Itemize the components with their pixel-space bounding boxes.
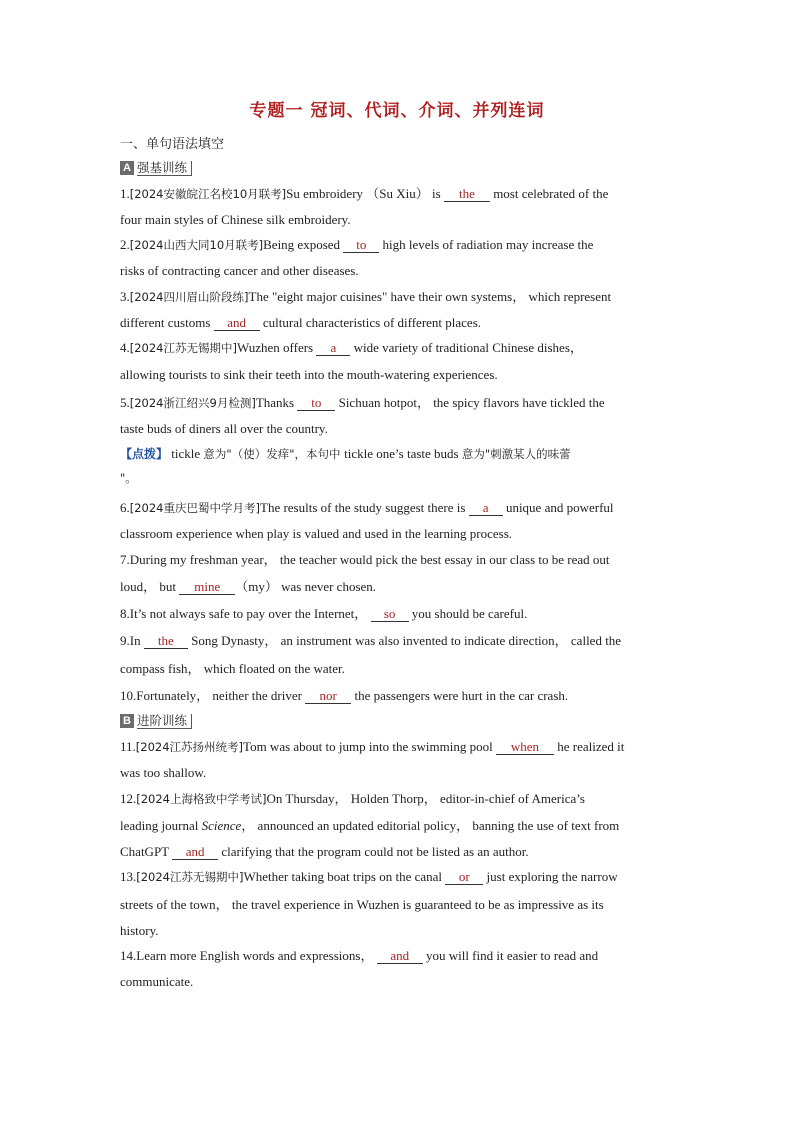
question-number: 5. bbox=[120, 395, 130, 410]
question-source: [2024安徽皖江名校10月联考] bbox=[129, 187, 287, 201]
answer-blank: nor bbox=[305, 689, 351, 704]
question-text: （my） was never chosen. bbox=[235, 579, 377, 594]
question-text: cultural characteristics of different places. bbox=[259, 315, 482, 330]
question-14-line-1 bbox=[120, 948, 680, 964]
question-number: 1. bbox=[120, 186, 130, 201]
question-number: 4. bbox=[120, 340, 130, 355]
question-7-line-1: 7.During my freshman year， the teacher would pick the best essay in our class to be read out bbox=[120, 552, 610, 567]
question-text: Song Dynasty， an instrument was also invented to indicate direction， called the bbox=[187, 633, 622, 648]
question-text: you should be careful. bbox=[408, 606, 528, 621]
answer-blank: and bbox=[214, 316, 260, 331]
question-13-line-3: history. bbox=[120, 923, 159, 938]
question-9-line-1 bbox=[120, 633, 680, 649]
question-text: different customs bbox=[120, 315, 214, 330]
question-text: he realized it bbox=[553, 739, 625, 754]
question-number: 12. bbox=[120, 791, 137, 806]
question-text: loud， but bbox=[120, 579, 180, 594]
question-2-line-1 bbox=[120, 237, 680, 253]
question-text: ChatGPT bbox=[120, 844, 173, 859]
question-text: the passengers were hurt in the car crash. bbox=[351, 688, 569, 703]
tip-text: 意为"刺激某人的味蕾 bbox=[461, 447, 571, 461]
question-6-line-1 bbox=[120, 500, 680, 516]
question-text: 9.In bbox=[120, 633, 144, 648]
question-13-line-2: streets of the town， the travel experience in Wuzhen is guaranteed to be as impressive as its bbox=[120, 897, 604, 912]
answer-blank: when bbox=[496, 740, 554, 755]
question-source: [2024上海格致中学考试] bbox=[136, 792, 267, 806]
question-text: 14.Learn more English words and expressions， bbox=[120, 948, 377, 963]
question-source: [2024浙江绍兴9月检测] bbox=[129, 396, 256, 410]
question-4-line-2: allowing tourists to sink their teeth into the mouth-watering experiences. bbox=[120, 367, 498, 382]
question-text: Su embroidery （Su Xiu） is bbox=[286, 186, 444, 201]
question-text: most celebrated of the bbox=[489, 186, 609, 201]
question-2-line-2: risks of contracting cancer and other diseases. bbox=[120, 263, 359, 278]
question-4-line-1 bbox=[120, 340, 680, 356]
badge-label: 进阶训练 bbox=[137, 714, 192, 729]
question-3-line-2 bbox=[120, 315, 680, 331]
question-source: [2024江苏无锡期中] bbox=[129, 341, 237, 355]
question-number: 13. bbox=[120, 869, 137, 884]
question-5-line-2: taste buds of diners all over the country. bbox=[120, 421, 328, 436]
question-text: The "eight major cuisines" have their own systems， which represent bbox=[248, 289, 612, 304]
question-8-line bbox=[120, 606, 680, 622]
question-1-line-1 bbox=[120, 186, 680, 202]
question-7-line-2 bbox=[120, 579, 680, 595]
question-5-line-1 bbox=[120, 395, 680, 411]
question-text: ， announced an updated editorial policy， banning the use of text from bbox=[241, 818, 620, 833]
answer-blank: and bbox=[172, 845, 218, 860]
question-text: high levels of radiation may increase the bbox=[379, 237, 594, 252]
question-text: The results of the study suggest there is bbox=[260, 500, 469, 515]
question-11-line-2: was too shallow. bbox=[120, 765, 207, 780]
question-9-line-2: compass fish， which floated on the water. bbox=[120, 661, 345, 676]
question-text: wide variety of traditional Chinese dishes， bbox=[350, 340, 583, 355]
question-text: Sichuan hotpot， the spicy flavors have tickled the bbox=[335, 395, 605, 410]
tip-text: tickle bbox=[168, 446, 204, 461]
question-text: Tom was about to jump into the swimming pool bbox=[243, 739, 496, 754]
question-11-line-1 bbox=[120, 739, 680, 755]
answer-blank: a bbox=[469, 501, 503, 516]
question-12-line-3 bbox=[120, 844, 680, 860]
question-text: On Thursday， Holden Thorp， editor-in-chief of America’s bbox=[266, 791, 585, 806]
question-number: 11. bbox=[120, 739, 136, 754]
answer-blank: or bbox=[445, 870, 483, 885]
question-text: Thanks bbox=[255, 395, 298, 410]
question-source: [2024江苏扬州统考] bbox=[135, 740, 244, 754]
answer-blank: the bbox=[444, 187, 490, 202]
tip-line-2: "。 bbox=[120, 471, 137, 485]
question-number: 2. bbox=[120, 237, 130, 252]
badge-basic-training bbox=[120, 160, 192, 176]
answer-blank: and bbox=[377, 949, 423, 964]
question-3-line-1 bbox=[120, 289, 680, 305]
question-text: Being exposed bbox=[263, 237, 344, 252]
answer-blank: the bbox=[144, 634, 188, 649]
answer-blank: to bbox=[343, 238, 379, 253]
question-text: Whether taking boat trips on the canal bbox=[243, 869, 446, 884]
badge-label: 强基训练 bbox=[137, 161, 192, 176]
tip-label: 【点拨】 bbox=[120, 447, 169, 461]
question-text: just exploring the narrow bbox=[483, 869, 618, 884]
tip-line-1 bbox=[120, 446, 680, 462]
question-14-line-2: communicate. bbox=[120, 974, 194, 989]
question-number: 6. bbox=[120, 500, 130, 515]
question-text: clarifying that the program could not be listed as an author. bbox=[218, 844, 529, 859]
badge-letter: B bbox=[120, 714, 134, 728]
question-12-line-1 bbox=[120, 791, 680, 807]
question-source: [2024重庆巴蜀中学月考] bbox=[129, 501, 260, 515]
question-10-line bbox=[120, 688, 680, 704]
answer-blank: to bbox=[297, 396, 335, 411]
question-text: you will find it easier to read and bbox=[422, 948, 599, 963]
question-text: Wuzhen offers bbox=[237, 340, 317, 355]
question-1-line-2: four main styles of Chinese silk embroidery. bbox=[120, 212, 351, 227]
question-number: 3. bbox=[120, 289, 130, 304]
badge-advanced-training bbox=[120, 713, 192, 729]
question-source: [2024山西大同10月联考] bbox=[129, 238, 264, 252]
journal-name: Science bbox=[201, 818, 242, 833]
tip-text: 意为"（使）发痒"，本句中 bbox=[203, 447, 345, 461]
question-text: 10.Fortunately， neither the driver bbox=[120, 688, 306, 703]
question-13-line-1 bbox=[120, 869, 680, 885]
tip-text: tickle one’s taste buds bbox=[344, 446, 462, 461]
answer-blank: so bbox=[371, 607, 409, 622]
question-text: 8.It’s not always safe to pay over the Internet， bbox=[120, 606, 371, 621]
question-6-line-2: classroom experience when play is valued and used in the learning process. bbox=[120, 526, 513, 541]
answer-blank: mine bbox=[179, 580, 235, 595]
badge-letter: A bbox=[120, 161, 134, 175]
question-12-line-2 bbox=[120, 818, 680, 834]
question-text: unique and powerful bbox=[502, 500, 614, 515]
question-source: [2024四川眉山阶段练] bbox=[129, 290, 249, 304]
page-title: 专题一 冠词、代词、介词、并列连词 bbox=[249, 101, 545, 121]
question-source: [2024江苏无锡期中] bbox=[136, 870, 244, 884]
answer-blank: a bbox=[316, 341, 350, 356]
section-heading: 一、单句语法填空 bbox=[120, 137, 225, 152]
question-text: leading journal bbox=[120, 818, 202, 833]
